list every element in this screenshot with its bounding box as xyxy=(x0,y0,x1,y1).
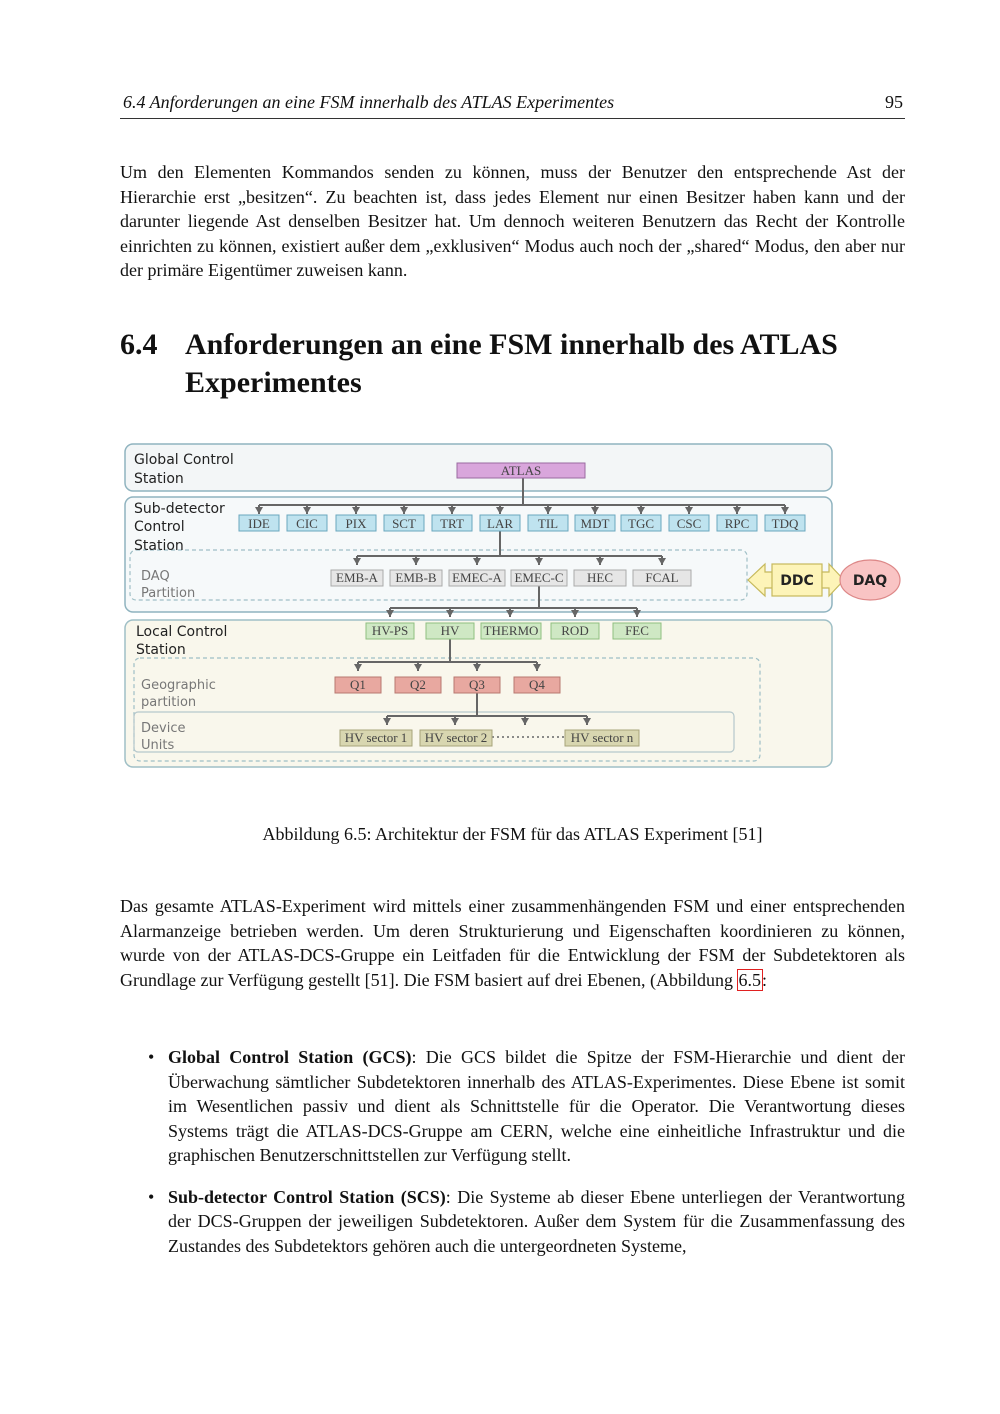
gcs-label-1: Global Control xyxy=(134,452,234,468)
device-label-2: Units xyxy=(141,738,175,753)
fsm-architecture-diagram xyxy=(120,440,910,780)
running-title: 6.4 Anforderungen an eine FSM innerhalb des ATLAS Experimentes xyxy=(123,92,615,112)
device-hv-sector-2: HV sector 2 xyxy=(424,730,488,745)
list-text: : Die GCS bildet die Spitze der FSM-Hierarchie und dient der Überwachung sämtlicher Subdetektoren innerhalb des ATLAS-Experimentes. Diese Ebene ist somit im Wesentlichen passiv und dient als Schnittstelle für die Operator. Die Verantwortung dieses Systems trägt die ATLAS-DCS-Gruppe am CERN, welche eine einheitliche Infrastruktur und die graphischen Benutzerschnittstellen zur Verfügung stellt. xyxy=(168,1047,905,1165)
partition-emec-c: EMEC-C xyxy=(514,570,564,585)
daq-label: DAQ xyxy=(852,573,888,589)
list-item xyxy=(148,1045,905,1168)
scs-label-1: Sub-detector xyxy=(134,501,225,517)
list-term: Global Control Station (GCS) xyxy=(168,1047,412,1067)
partition-emec-a: EMEC-A xyxy=(452,570,502,585)
subdet-tdq: TDQ xyxy=(771,516,799,531)
subdet-csc: CSC xyxy=(676,516,702,531)
device-label-1: Device xyxy=(141,721,186,736)
subdet-tgc: TGC xyxy=(628,516,654,531)
list-item xyxy=(148,1185,905,1259)
partition-emb-a: EMB-A xyxy=(336,570,378,585)
caption-text: Architektur der FSM für das ATLAS Experiment [51] xyxy=(371,824,763,844)
lcs-label-1: Local Control xyxy=(136,624,228,640)
subdet-til: TIL xyxy=(537,516,559,531)
scs-label-2: Control xyxy=(134,519,185,535)
subdet-lar: LAR xyxy=(487,516,513,531)
subdet-mdt: MDT xyxy=(580,516,610,531)
bullet-icon: • xyxy=(148,1186,155,1207)
page-header xyxy=(120,88,905,119)
figure-caption xyxy=(120,824,905,845)
quadrant-q1: Q1 xyxy=(350,677,366,692)
geo-label-2: partition xyxy=(141,695,197,710)
partition-hec: HEC xyxy=(587,570,613,585)
atlas-node-label: ATLAS xyxy=(500,463,542,478)
body-text: Das gesamte ATLAS-Experiment wird mittels einer zusammenhängenden FSM und einer entsprechenden Alarmanzeige betrieben werden. Um deren Strukturierung und Eigenschaften koordinieren zu können, wurde von der ATLAS-DCS-Gruppe ein Leitfaden für die Entwicklung der FSM der Subdetektoren als Grundlage zur Verfügung gestellt [51]. Die FSM basiert auf drei Ebenen, (Abbildung xyxy=(120,896,905,990)
device-hv-sector-n: HV sector n xyxy=(570,730,634,745)
quadrant-q2: Q2 xyxy=(410,677,426,692)
subdet-cic: CIC xyxy=(296,516,318,531)
subdet-sct: SCT xyxy=(392,516,416,531)
device-hv-sector-1: HV sector 1 xyxy=(344,730,408,745)
subdet-ide: IDE xyxy=(248,516,270,531)
scs-panel xyxy=(125,497,832,612)
list-term: Sub-detector Control Station (SCS) xyxy=(168,1186,446,1207)
page-number: 95 xyxy=(885,92,903,112)
daq-partition-label-2: Partition xyxy=(141,586,196,601)
section-number: 6.4 xyxy=(120,328,158,361)
gcs-label-2: Station xyxy=(134,471,184,487)
ddc-label: DDC xyxy=(780,573,814,589)
system-hv-ps: HV-PS xyxy=(371,623,409,638)
subdet-trt: TRT xyxy=(440,516,464,531)
lcs-label-2: Station xyxy=(136,642,186,658)
subdet-rpc: RPC xyxy=(724,516,750,531)
level-list xyxy=(148,1045,905,1258)
figure-reference-link[interactable]: 6.5 xyxy=(738,969,762,990)
subdet-pix: PIX xyxy=(345,516,367,531)
body-text-after: : xyxy=(762,969,768,990)
device-row xyxy=(340,730,639,746)
system-rod: ROD xyxy=(561,623,589,638)
bullet-icon: • xyxy=(148,1047,155,1067)
caption-prefix: Abbildung 6.5: xyxy=(262,824,372,844)
section-title: Anforderungen an eine FSM innerhalb des ATLAS Experimentes xyxy=(185,328,838,399)
body-paragraph xyxy=(120,894,905,992)
quadrant-q4: Q4 xyxy=(529,677,545,692)
geo-label-1: Geographic xyxy=(141,678,216,693)
scs-label-3: Station xyxy=(134,538,184,554)
system-hv: HV xyxy=(440,623,460,638)
intro-paragraph: Um den Elementen Kommandos senden zu können, muss der Benutzer den entsprechende Ast der Hierarchie erst „besitzen“. Zu beachten ist, dass jedes Element nur einen Besitzer haben kann und der darunter liegende Ast denselben Besitzer hat. Um dennoch weiteren Benutzern das Recht der Kontrolle einrichten zu können, existiert außer dem „exklusiven“ Modus auch noch der „shared“ Modus, den aber nur der primäre Eigentümer zuweisen kann. xyxy=(120,162,905,280)
partition-fcal: FCAL xyxy=(645,570,679,585)
quadrant-q3: Q3 xyxy=(469,677,485,692)
system-fec: FEC xyxy=(625,623,649,638)
system-thermo: THERMO xyxy=(483,623,539,638)
daq-partition-label-1: DAQ xyxy=(141,569,170,584)
system-row xyxy=(366,623,661,639)
list-text: : Die Systeme ab dieser Ebene unterliegen der Verantwortung der DCS-Gruppen der jeweiligen Subdetektoren. Außer dem System für die Zusammenfassung des Zustandes des Subdetektors gehören auch die untergeordneten Systeme, xyxy=(168,1186,905,1256)
partition-emb-b: EMB-B xyxy=(395,570,437,585)
